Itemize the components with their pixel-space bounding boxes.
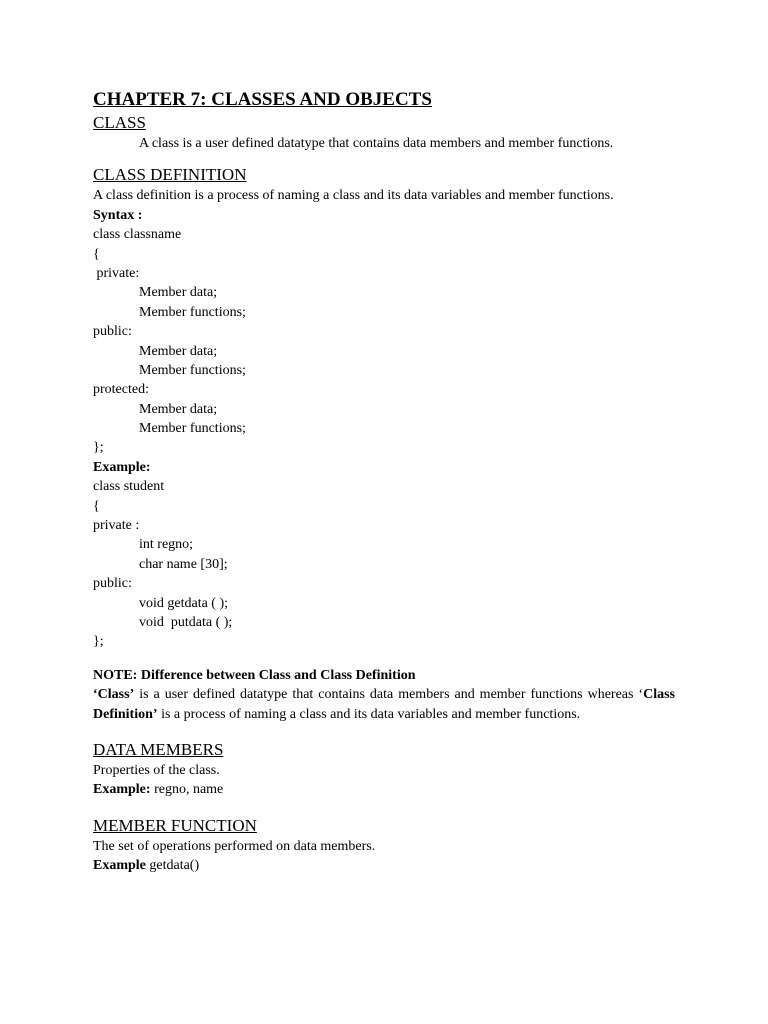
syntax-line: Member data; xyxy=(139,285,218,301)
example-label: Example: xyxy=(93,459,151,475)
class-description: A class is a user defined datatype that contains data members and member functions. xyxy=(139,136,614,151)
note-term-class-definition: Class Definition’ xyxy=(93,687,675,722)
data-members-description: Properties of the class. xyxy=(93,762,220,778)
syntax-line: Member data; xyxy=(139,401,218,417)
document-page xyxy=(93,88,675,876)
example-line: }; xyxy=(93,634,104,650)
data-members-example-text: regno, name xyxy=(150,782,224,798)
class-definition-description: A class definition is a process of naming a class and its data variables and member functions. xyxy=(93,188,614,204)
example-line: void getdata ( ); xyxy=(139,595,229,611)
class-definition-heading: CLASS DEFINITION xyxy=(93,165,247,185)
member-function-example-text: getdata() xyxy=(145,858,200,874)
note-heading: NOTE: Difference between Class and Class Definition xyxy=(93,667,416,683)
example-line: { xyxy=(93,498,100,514)
syntax-line: }; xyxy=(93,440,104,456)
example-line: class student xyxy=(93,479,165,495)
example-code-block xyxy=(93,477,675,652)
note-term-class: Class’ xyxy=(97,687,135,703)
syntax-line: { xyxy=(93,246,100,262)
example-line: int regno; xyxy=(139,537,194,553)
member-function-description: The set of operations performed on data members. xyxy=(93,838,376,854)
note-text-2: is a process of naming a class and its data variables and member functions. xyxy=(157,706,581,722)
syntax-line: public: xyxy=(93,324,132,340)
syntax-line: Member functions; xyxy=(139,304,246,320)
syntax-line: Member functions; xyxy=(139,421,246,437)
syntax-line: protected: xyxy=(93,382,149,398)
chapter-title: CHAPTER 7: CLASSES AND OBJECTS xyxy=(93,89,432,110)
data-members-example-label: Example: xyxy=(93,782,151,798)
syntax-line: Member functions; xyxy=(139,362,246,378)
example-line: void putdata ( ); xyxy=(139,614,233,630)
syntax-line: private: xyxy=(93,265,140,281)
syntax-line: Member data; xyxy=(139,343,218,359)
note-quote-2: ‘ xyxy=(638,687,644,703)
data-members-heading: DATA MEMBERS xyxy=(93,739,224,759)
syntax-line: class classname xyxy=(93,227,182,243)
data-members-example xyxy=(93,780,675,799)
member-function-example xyxy=(93,856,675,875)
example-line: char name [30]; xyxy=(139,556,228,572)
note-paragraph xyxy=(93,685,675,724)
example-line: public: xyxy=(93,576,132,592)
member-function-heading: MEMBER FUNCTION xyxy=(93,815,257,835)
class-heading: CLASS xyxy=(93,113,146,132)
note-quote-1: ‘ xyxy=(93,687,98,703)
member-function-example-label: Example xyxy=(93,858,146,874)
syntax-label: Syntax : xyxy=(93,207,143,223)
syntax-code-block xyxy=(93,225,675,458)
note-text-1: is a user defined datatype that contains data members and member functions whereas xyxy=(134,687,639,703)
example-line: private : xyxy=(93,518,140,534)
